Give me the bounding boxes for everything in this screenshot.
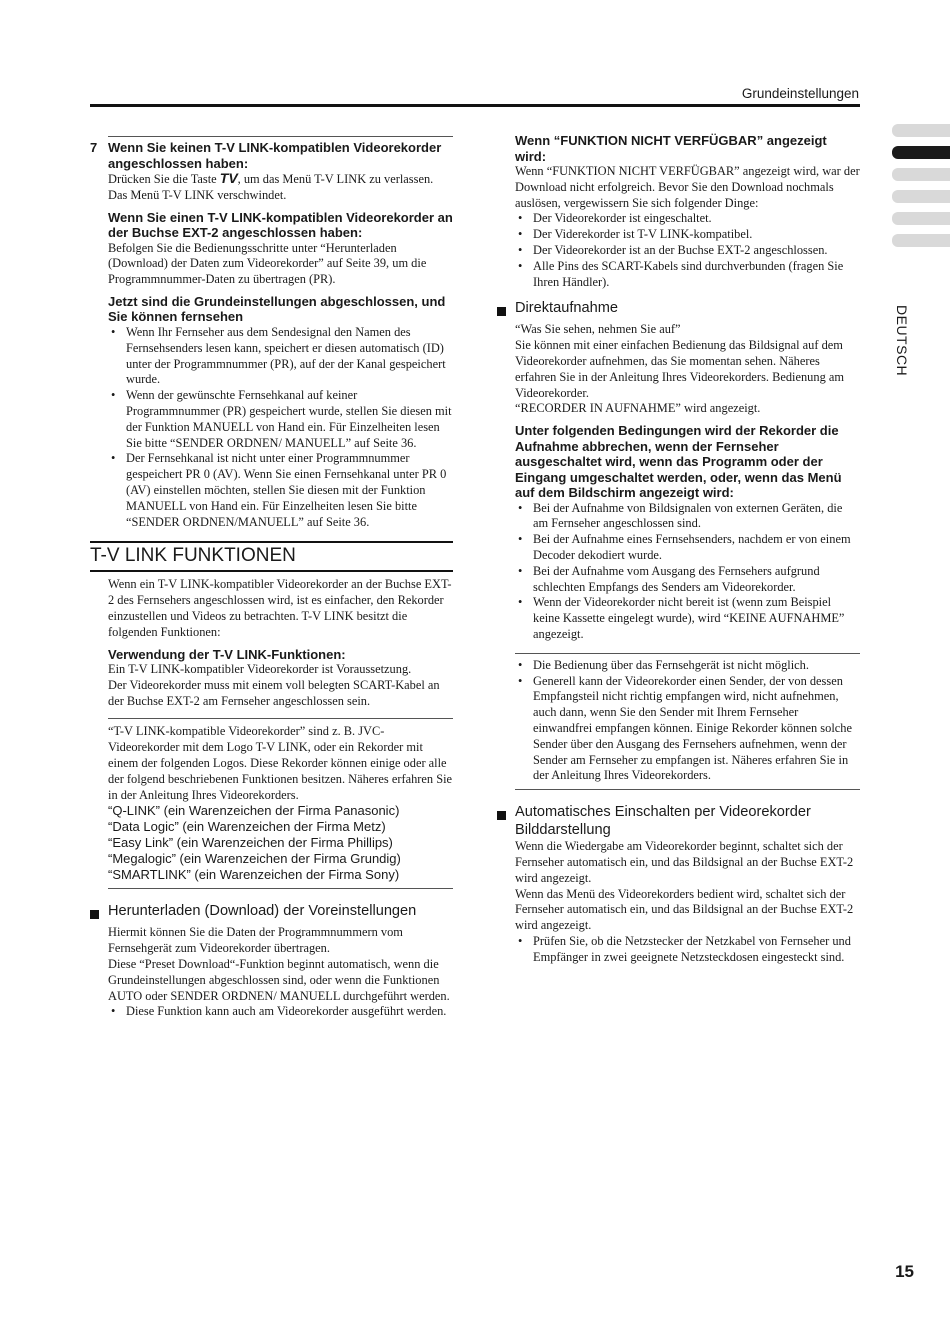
list-item: • Der Viderekorder ist T-V LINK-kompatibel. [515, 227, 860, 243]
tv-key-symbol: TV [219, 170, 238, 186]
list-item: • Prüfen Sie, ob die Netzstecker der Netzkabel von Fernseher und Empfänger in zwei geeignete Netzsteckdosen eingesteckt sind. [515, 934, 860, 966]
step-number: 7 [90, 140, 98, 155]
square-bullet-icon [497, 811, 506, 820]
language-tab [892, 168, 950, 181]
list-item: • Generell kann der Videorekorder einen Sender, der von dessen Empfangsteil nicht richtig empfangen wird, nicht aufnehmen, auch dann, wenn Sie den Sender mit Ihrem Fernseher einwandfrei empfangen können. Einige Rekorder können solche Sender über den Ausgang des Fernsehers aufnehmen, wenn der Sender am Fernseher zu empfangen ist. Näheres erfahren Sie in der Anleitung Ihres Videorekorders. [515, 674, 860, 785]
ext2-heading: Wenn Sie einen T-V LINK-kompatiblen Videorekorder an der Buchse EXT-2 angeschlossen haben: [108, 209, 453, 241]
list-item: “Q-LINK” (ein Warenzeichen der Firma Panasonic) [108, 803, 400, 819]
note-text: “T-V LINK-kompatible Videorekorder” sind z. B. JVC-Videorekorder mit dem Logo T-V LINK, oder ein Rekorder mit einem der folgenden Logos. Diese Rekorder können einige oder alle der folgend beschriebenen Funktionen besitzen. Näheres erfahren Sie in der Anleitung Ihres Videorekorders. [108, 724, 453, 802]
language-tabs [892, 124, 950, 256]
list-item: • Alle Pins des SCART-Kabels sind durchverbunden (fragen Sie Ihren Händler). [515, 259, 860, 291]
cond-heading: Unter folgenden Bedingungen wird der Rekorder die Aufnahme abbrechen, wenn der Fernseher ausgeschaltet wird, wenn das Programm oder der Eingang umgeschaltet werden, oder, wenn das Menü auf dem Bildschirm angezeigt wird: [515, 423, 842, 501]
list-item: • Die Bedienung über das Fernsehgerät ist nicht möglich. [515, 658, 860, 674]
step-text-result: Das Menü T-V LINK verschwindet. [108, 187, 287, 202]
divider [515, 653, 860, 654]
auto-text: Wenn das Menü des Videorekorders bedient wird, schaltet sich der Fernseher automatisch ein, und das Bildsignal an der Buchse EXT-2 wird angezeigt. [515, 886, 854, 933]
download-heading-row [90, 903, 453, 925]
direct-text: Sie können mit einer einfachen Bedienung das Bildsignal auf dem Videorekorder aufnehmen, das Sie momentan sehen. Näheres erfahren Sie in der Anleitung Ihres Videorekorders. Bedienung am Videorekorder. [515, 338, 844, 400]
language-tab [892, 124, 950, 137]
list-item: “Easy Link” (ein Warenzeichen der Firma Phillips) [108, 835, 393, 851]
divider [108, 136, 453, 137]
language-tab [892, 212, 950, 225]
right-column [497, 133, 860, 966]
direct-heading: Direktaufnahme [515, 300, 619, 317]
divider [515, 789, 860, 790]
list-item: • Bei der Aufnahme von Bildsignalen von externen Geräten, die am Fernseher angeschlossen sind. [515, 501, 860, 533]
note-bullet-list [497, 658, 860, 784]
list-item: • Wenn Ihr Fernseher aus dem Sendesignal den Namen des Fernsehsenders lesen kann, speichert er diesen automatisch (ID) unter der Programmnummer (PR), auf der der Kanal gespeichert wurde. [108, 325, 453, 388]
usage-heading: Verwendung der T-V LINK-Funktionen: [108, 646, 346, 662]
direct-heading-row [497, 300, 860, 322]
list-item: “Data Logic” (ein Warenzeichen der Firma Metz) [108, 819, 386, 835]
list-item: • Der Fernsehkanal ist nicht unter einer Programmnummer gespeichert PR 0 (AV). Wenn Sie einen Fernsehkanal unter PR 0 (AV) einstellen möchten, stellen Sie diesen mit der Funktion MANUELL von Hand ein. Für Einzelheiten lesen Sie bitte “SENDER ORDNEN/MANUELL” auf Seite 36. [108, 451, 453, 530]
step-7 [90, 140, 453, 288]
done-bullet-list [90, 325, 453, 530]
usage-text: Ein T-V LINK-kompatibler Videorekorder ist Voraussetzung. [108, 662, 412, 677]
divider [108, 888, 453, 889]
nv-bullet-list [497, 211, 860, 290]
step-heading: Wenn Sie keinen T-V LINK-kompatiblen Videorekorder angeschlossen haben: [108, 140, 442, 171]
logo-list [108, 803, 453, 883]
intro-text: Wenn ein T-V LINK-kompatibler Videorekorder an der Buchse EXT-2 des Fernsehers angeschlossen wird, ist es einfacher, den Rekorder einzustellen und Videos zu betrachten. T-V LINK besitzt die folgenden Funktionen: [108, 577, 452, 639]
list-item: • Bei der Aufnahme vom Ausgang des Fernsehers aufgrund schlechten Empfangs des Senders am Videorekorder. [515, 564, 860, 596]
list-item: “Megalogic” (ein Warenzeichen der Firma Grundig) [108, 851, 401, 867]
language-tab [892, 234, 950, 247]
done-heading: Jetzt sind die Grundeinstellungen abgeschlossen, und Sie können fernsehen [108, 293, 446, 325]
language-tab-active [892, 146, 950, 159]
page-number: 15 [895, 1262, 914, 1281]
square-bullet-icon [497, 307, 506, 316]
list-item: • Diese Funktion kann auch am Videorekorder ausgeführt werden. [108, 1004, 453, 1020]
direct-text: “RECORDER IN AUFNAHME” wird angezeigt. [515, 401, 761, 416]
download-text: Diese “Preset Download“-Funktion beginnt automatisch, wenn die Grundeinstellungen abgeschlossen sind, oder wenn die Funktionen AUTO oder SENDER ORDNEN/ MANUELL durchgeführt werden. [108, 957, 450, 1003]
auto-heading: Automatisches Einschalten per Videorekorder Bilddarstellung [515, 804, 811, 838]
list-item: • Wenn der Videorekorder nicht bereit ist (wenn zum Beispiel keine Kassette eingelegt wurde), wird “KEINE AUFNAHME” angezeigt. [515, 595, 860, 642]
nv-heading: Wenn “FUNKTION NICHT VERFÜGBAR” angezeigt wird: [515, 133, 827, 164]
list-item: • Wenn der gewünschte Fernsehkanal auf keiner Programmnummer (PR) gespeichert wurde, stellen Sie diesen mit der Funktion MANUELL von Hand ein. Für Einzelheiten lesen Sie bitte “SENDER ORDNEN/ MANUELL” auf Seite 36. [108, 388, 453, 451]
download-text: Hiermit können Sie die Daten der Programmnummern vom Fernsehgerät zum Videorekorder übertragen. [108, 925, 403, 956]
running-header: Grundeinstellungen [741, 86, 859, 101]
download-bullet-list [90, 1004, 453, 1020]
list-item: • Der Videorekorder ist eingeschaltet. [515, 211, 860, 227]
download-heading: Herunterladen (Download) der Voreinstellungen [108, 903, 417, 920]
usage-text: Der Videorekorder muss mit einem voll belegten SCART-Kabel an der Buchse EXT-2 am Fernseher angeschlossen sein. [108, 677, 440, 708]
step-text: Drücken Sie die Taste TV, um das Menü T-V LINK zu verlassen. [108, 170, 434, 186]
auto-text: Wenn die Wiedergabe am Videorekorder beginnt, schaltet sich der Fernseher automatisch ein, und das Bildsignal an der Buchse EXT-2 wird angezeigt. [515, 839, 854, 885]
list-item: “SMARTLINK” (ein Warenzeichen der Firma Sony) [108, 867, 400, 883]
side-language-label: DEUTSCH [894, 305, 910, 377]
list-item: • Bei der Aufnahme eines Fernsehsenders, nachdem er von einem Decoder dekodiert wurde. [515, 532, 860, 564]
left-column [90, 136, 453, 1020]
divider [108, 718, 453, 719]
cond-bullet-list [497, 501, 860, 643]
header-rule [90, 104, 860, 107]
square-bullet-icon [90, 910, 99, 919]
nv-text: Wenn “FUNKTION NICHT VERFÜGBAR” angezeigt wird, war der Download nicht erfolgreich. Bevor Sie den Download nochmals auslösen, vergewissern Sie sich folgender Dinge: [515, 164, 860, 210]
ext2-text: Befolgen Sie die Bedienungsschritte unter “Herunterladen (Download) der Daten zum Videorekorder” auf Seite 39, um die Programmnummer-Daten zu übertragen (PR). [108, 240, 427, 287]
auto-heading-row [497, 804, 860, 839]
auto-bullet-list [497, 934, 860, 966]
language-tab [892, 190, 950, 203]
list-item: • Der Videorekorder ist an der Buchse EXT-2 angeschlossen. [515, 243, 860, 259]
section-title: T-V LINK FUNKTIONEN [90, 541, 453, 572]
direct-text: “Was Sie sehen, nehmen Sie auf” [515, 322, 681, 337]
